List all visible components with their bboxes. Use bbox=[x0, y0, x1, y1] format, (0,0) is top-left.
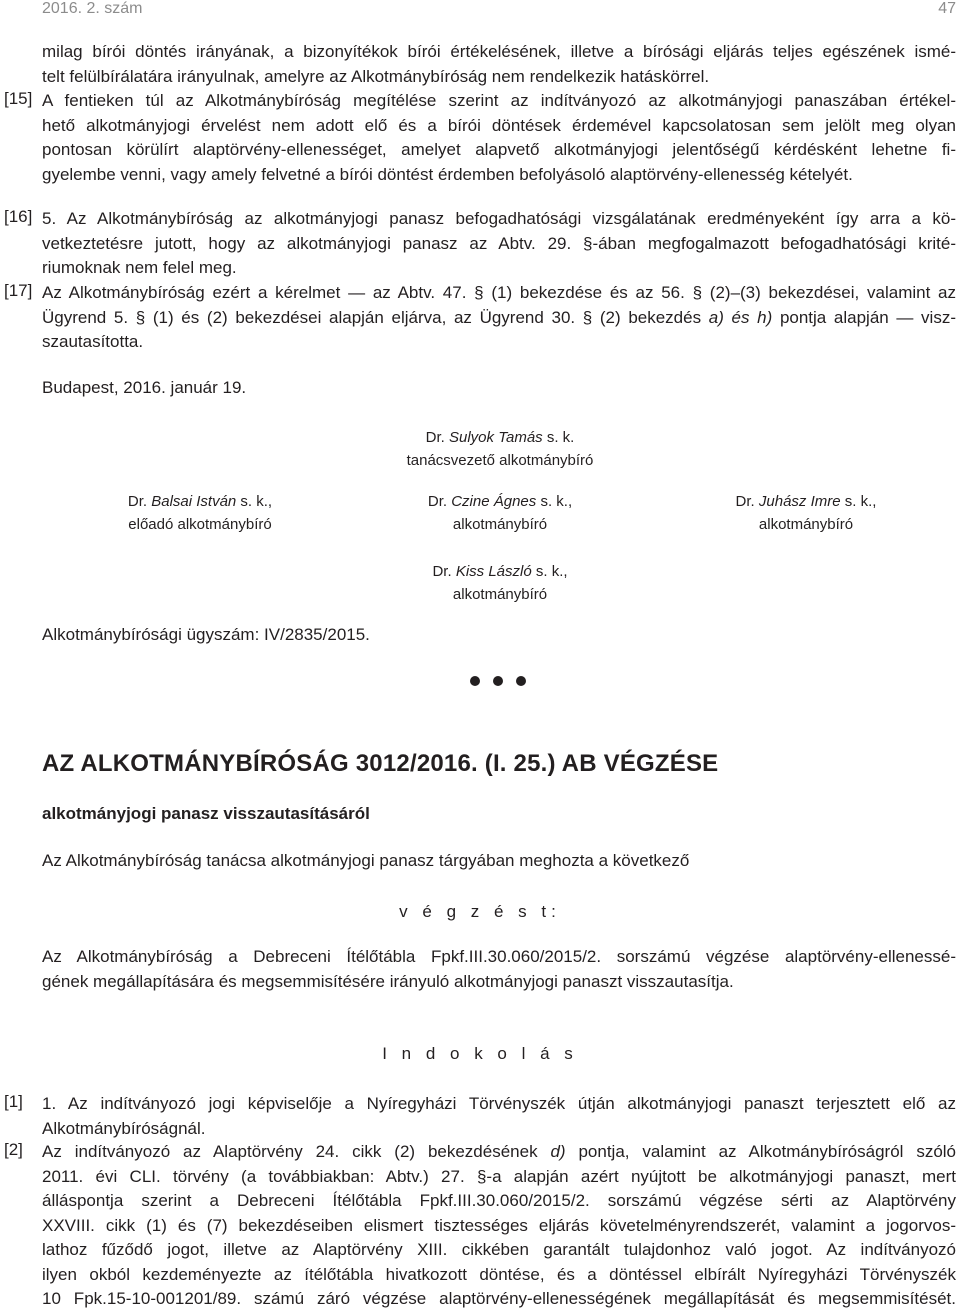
text-line: riumoknak nem felel meg. bbox=[42, 258, 237, 277]
text-line: telt felülbírálatára irányulnak, amelyre az Alkotmánybíróság nem rendelkezik hatáskörrel. bbox=[42, 66, 710, 86]
signature-left: Dr. Balsai István s. k., előadó alkotmánybíró bbox=[127, 493, 273, 533]
paragraph-number-17: [17] bbox=[4, 281, 33, 300]
paragraph-number-1: [1] bbox=[4, 1092, 23, 1111]
text-line: lathoz fűződő jogot, illetve az Alaptörvény XIII. cikkében garantált tulajdonhoz való jogot. Az indítványozó bbox=[42, 1240, 956, 1259]
paragraph-15 bbox=[42, 89, 956, 187]
text-line: XXVIII. cikk (1) és (7) bekezdéseiben elismert tisztességes eljárás követelményrendszerét, valamint a jogorvos- bbox=[42, 1215, 956, 1235]
signature-right: Dr. Juhász Imre s. k., alkotmánybíró bbox=[735, 493, 877, 533]
paragraph-2 bbox=[42, 1140, 956, 1312]
text-line: Az Alkotmánybíróság a Debreceni Ítélőtábla Fpkf.III.30.060/2015/2. sorszámú végzése alaptörvény-ellenessé- bbox=[42, 947, 956, 966]
text-line: 10 Fpk.15-10-001201/89. számú záró végzése alaptörvény-ellenességének megállapítását és megsemmisítését. bbox=[42, 1289, 956, 1308]
intro-paragraph bbox=[42, 40, 956, 89]
text-line: milag bírói döntés irányának, a bizonyítékok bírói értékelésének, illetve a bírósági eljárás teljes egészének ismé- bbox=[42, 42, 956, 61]
text-line: Alkotmánybíróságnál. bbox=[42, 1118, 206, 1138]
text-line: A fentieken túl az Alkotmánybíróság megítélése szerint az indítványozó az alkotmányjogi panaszában értékel- bbox=[42, 91, 956, 110]
text-line: hető alkotmányjogi érvelést nem adott elő és a bírói döntések érdemével kapcsolatosan sem jelölt meg olyan bbox=[42, 115, 956, 135]
separator-dot bbox=[516, 676, 526, 686]
decision-intro: Az Alkotmánybíróság tanácsa alkotmányjogi panasz tárgyában meghozta a következő bbox=[42, 851, 690, 870]
paragraph-number-15: [15] bbox=[4, 89, 33, 108]
text-line: 1. Az indítványozó jogi képviselője a Nyíregyházi Törvényszék útján alkotmányjogi panaszt terjesztett elő az bbox=[42, 1094, 956, 1113]
signature-middle: Dr. Czine Ágnes s. k., alkotmánybíró bbox=[427, 493, 573, 533]
text-line: Az Alkotmánybíróság ezért a kérelmet — az Abtv. 47. § (1) bekezdése és az 56. § (2)–(3) bekezdései, valamint az bbox=[42, 283, 956, 302]
text-line: ilyen okból kezdeményezte az ítélőtábla hivatkozott döntése, és a döntéssel elbírált Nyíregyházi Törvényszék bbox=[42, 1264, 956, 1284]
paragraph-number-2: [2] bbox=[4, 1140, 23, 1159]
text-line: álláspontja szerint a Debreceni Ítélőtábla Fpkf.III.30.060/2015/2. sorszámú végzése sérti az Alaptörvény bbox=[42, 1191, 956, 1210]
ruling-paragraph bbox=[42, 945, 956, 994]
place-date: Budapest, 2016. január 19. bbox=[42, 378, 247, 397]
signature-chair: Dr. Sulyok Tamás s. k. tanácsvezető alkotmánybíró bbox=[406, 429, 594, 469]
separator-dot bbox=[493, 676, 503, 686]
paragraph-number-16: [16] bbox=[4, 207, 33, 226]
text-line: 2011. évi CLI. törvény (a továbbiakban: Abtv.) 27. §-a alapján azért nyújtott be alkotmányjogi panaszt, mert bbox=[42, 1166, 956, 1186]
decision-subtitle: alkotmányjogi panasz visszautasításáról bbox=[42, 804, 370, 823]
text-line: Az indítványozó az Alaptörvény 24. cikk (2) bekezdésének d) pontja, valamint az Alkotmánybíróságról szóló bbox=[42, 1142, 957, 1161]
vegzes-heading: v é g z é s t: bbox=[399, 902, 561, 921]
issue-label: 2016. 2. szám bbox=[42, 0, 143, 17]
paragraph-16 bbox=[42, 207, 956, 281]
separator-dot bbox=[470, 676, 480, 686]
text-line: vetkeztetésre jutott, hogy az alkotmányjogi panasz az Abtv. 29. §-ában megfogalmazott befogadhatósági krité- bbox=[42, 233, 956, 253]
text-line: szautasította. bbox=[42, 332, 144, 351]
text-line: gének megállapítására és megsemmisítésére irányuló alkotmányjogi panaszt visszautasítja. bbox=[42, 971, 734, 991]
text-line: 5. Az Alkotmánybíróság az alkotmányjogi panasz befogadhatósági vizsgálatának eredményeként így arra a kö- bbox=[42, 209, 956, 228]
text-line: pontosan körülírt alaptörvény-ellenességet, amelyet alapvető alkotmányjogi jelentőségű kérdésként lehetne fi- bbox=[42, 140, 956, 159]
text-line: Ügyrend 5. § (1) és (2) bekezdései alapján eljárva, az Ügyrend 30. § (2) bekezdés a) és h) pontja alapján — visz- bbox=[42, 307, 956, 327]
decision-title: AZ ALKOTMÁNYBÍRÓSÁG 3012/2016. (I. 25.) AB VÉGZÉSE bbox=[42, 750, 719, 777]
paragraph-17 bbox=[42, 281, 956, 355]
case-number: Alkotmánybírósági ügyszám: IV/2835/2015. bbox=[42, 625, 370, 644]
paragraph-1 bbox=[42, 1092, 956, 1141]
text-line: gyelembe venni, vagy amely felvetné a bírói döntést érdemben befolyásoló alaptörvény-ellenesség kételyét. bbox=[42, 164, 853, 184]
page-number: 47 bbox=[938, 0, 956, 17]
indoklas-heading: I n d o k o l á s bbox=[382, 1044, 578, 1063]
signature-bottom: Dr. Kiss László s. k., alkotmánybíró bbox=[432, 563, 568, 603]
